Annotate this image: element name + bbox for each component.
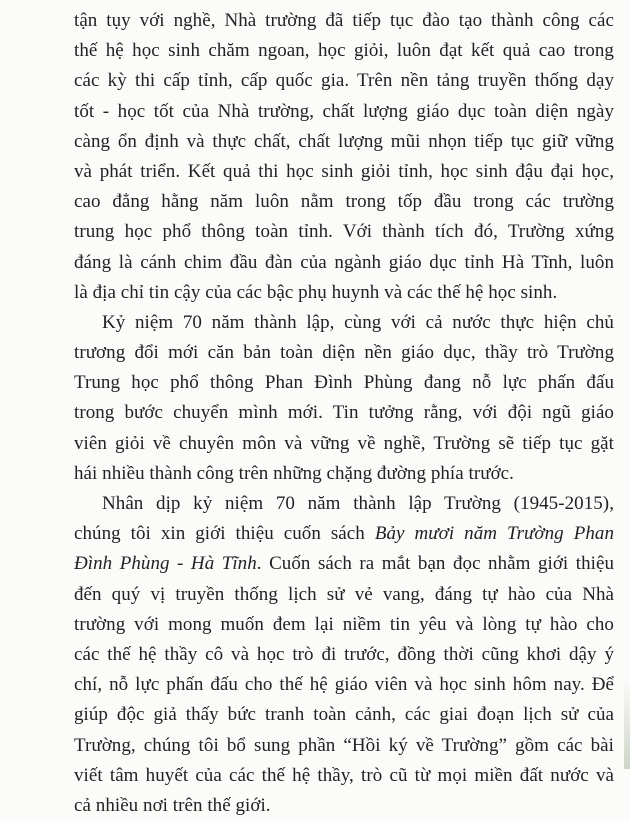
text-line: thế hệ học sinh chăm ngoan, học giỏi, luôn đạt kết quả cao trong	[74, 40, 614, 62]
text-line: các kỳ thi cấp tỉnh, cấp quốc gia. Trên nền tảng truyền thống dạy	[74, 70, 614, 92]
text-line: giúp độc giả thấy bức tranh toàn cảnh, các giai đoạn lịch sử của	[74, 704, 614, 726]
text-line: trong bước chuyển mình mới. Tin tưởng rằng, với đội ngũ giáo	[74, 402, 614, 424]
text-line: và phát triển. Kết quả thi học sinh giỏi tỉnh, học sinh đậu đại học,	[74, 160, 614, 182]
text-line: trương đổi mới căn bản toàn diện nền giáo dục, thầy trò Trường	[74, 342, 614, 364]
text-line: Trường, chúng tôi bổ sung phần “Hồi ký về Trường” gồm các bài	[74, 734, 614, 756]
text-line: chí, nỗ lực phấn đấu cho thế hệ giáo viên và học sinh hôm nay. Để	[74, 674, 614, 696]
text-line	[74, 519, 614, 549]
text-line: đáng là cánh chim đầu đàn của ngành giáo dục tỉnh Hà Tĩnh, luôn	[74, 251, 614, 273]
text-line: cao đẳng hằng năm luôn nằm trong tốp đầu trong các trường	[74, 191, 614, 213]
text-line: các thế hệ thầy cô và học trò đi trước, đồng thời cũng khơi dậy ý	[74, 643, 614, 665]
text-line: đến quý vị truyền thống lịch sử vẻ vang, đáng tự hào của Nhà	[74, 583, 614, 605]
book-title-part-2: Đình Phùng - Hà Tĩnh	[74, 553, 257, 575]
body-text	[74, 6, 614, 821]
text-line: trung học phổ thông toàn tỉnh. Với thành tích đó, Trường xứng	[74, 221, 614, 243]
text-line: hái nhiều thành công trên những chặng đường phía trước.	[74, 462, 514, 484]
text-run: . Cuốn sách ra mắt bạn đọc nhằm giới thiệu	[256, 553, 614, 575]
text-line: Kỷ niệm 70 năm thành lập, cùng với cả nước thực hiện chủ	[102, 311, 614, 333]
text-line: trường với mong muốn đem lại niềm tin yêu và lòng tự hào cho	[74, 613, 614, 635]
text-line	[74, 549, 614, 579]
text-line: viên giỏi về chuyên môn và vững về nghề, Trường sẽ tiếp tục gặt	[74, 432, 614, 454]
text-line: Trung học phổ thông Phan Đình Phùng đang nỗ lực phấn đấu	[74, 372, 614, 394]
paragraph-2	[74, 308, 614, 489]
text-line: Nhân dịp kỷ niệm 70 năm thành lập Trường (1945-2015),	[102, 493, 614, 514]
paragraph-1	[74, 6, 614, 308]
paragraph-3	[74, 489, 614, 821]
text-line: tận tụy với nghề, Nhà trường đã tiếp tục đào tạo thành công các	[74, 10, 614, 31]
page-edge-shadow	[624, 679, 630, 769]
text-run: chúng tôi xin giới thiệu cuốn sách	[74, 523, 375, 545]
text-line: là địa chỉ tin cậy của các bậc phụ huynh và các thế hệ học sinh.	[74, 281, 558, 303]
text-line: cả nhiều nơi trên thế giới.	[74, 794, 271, 816]
text-line: càng ổn định và thực chất, chất lượng mũi nhọn tiếp tục giữ vững	[74, 130, 614, 152]
text-line: tốt - học tốt của Nhà trường, chất lượng giáo dục toàn diện ngày	[74, 100, 614, 122]
text-line: viết tâm huyết của các thế hệ thầy, trò cũ từ mọi miền đất nước và	[74, 764, 614, 786]
book-title-part-1: Bảy mươi năm Trường Phan	[374, 523, 614, 545]
